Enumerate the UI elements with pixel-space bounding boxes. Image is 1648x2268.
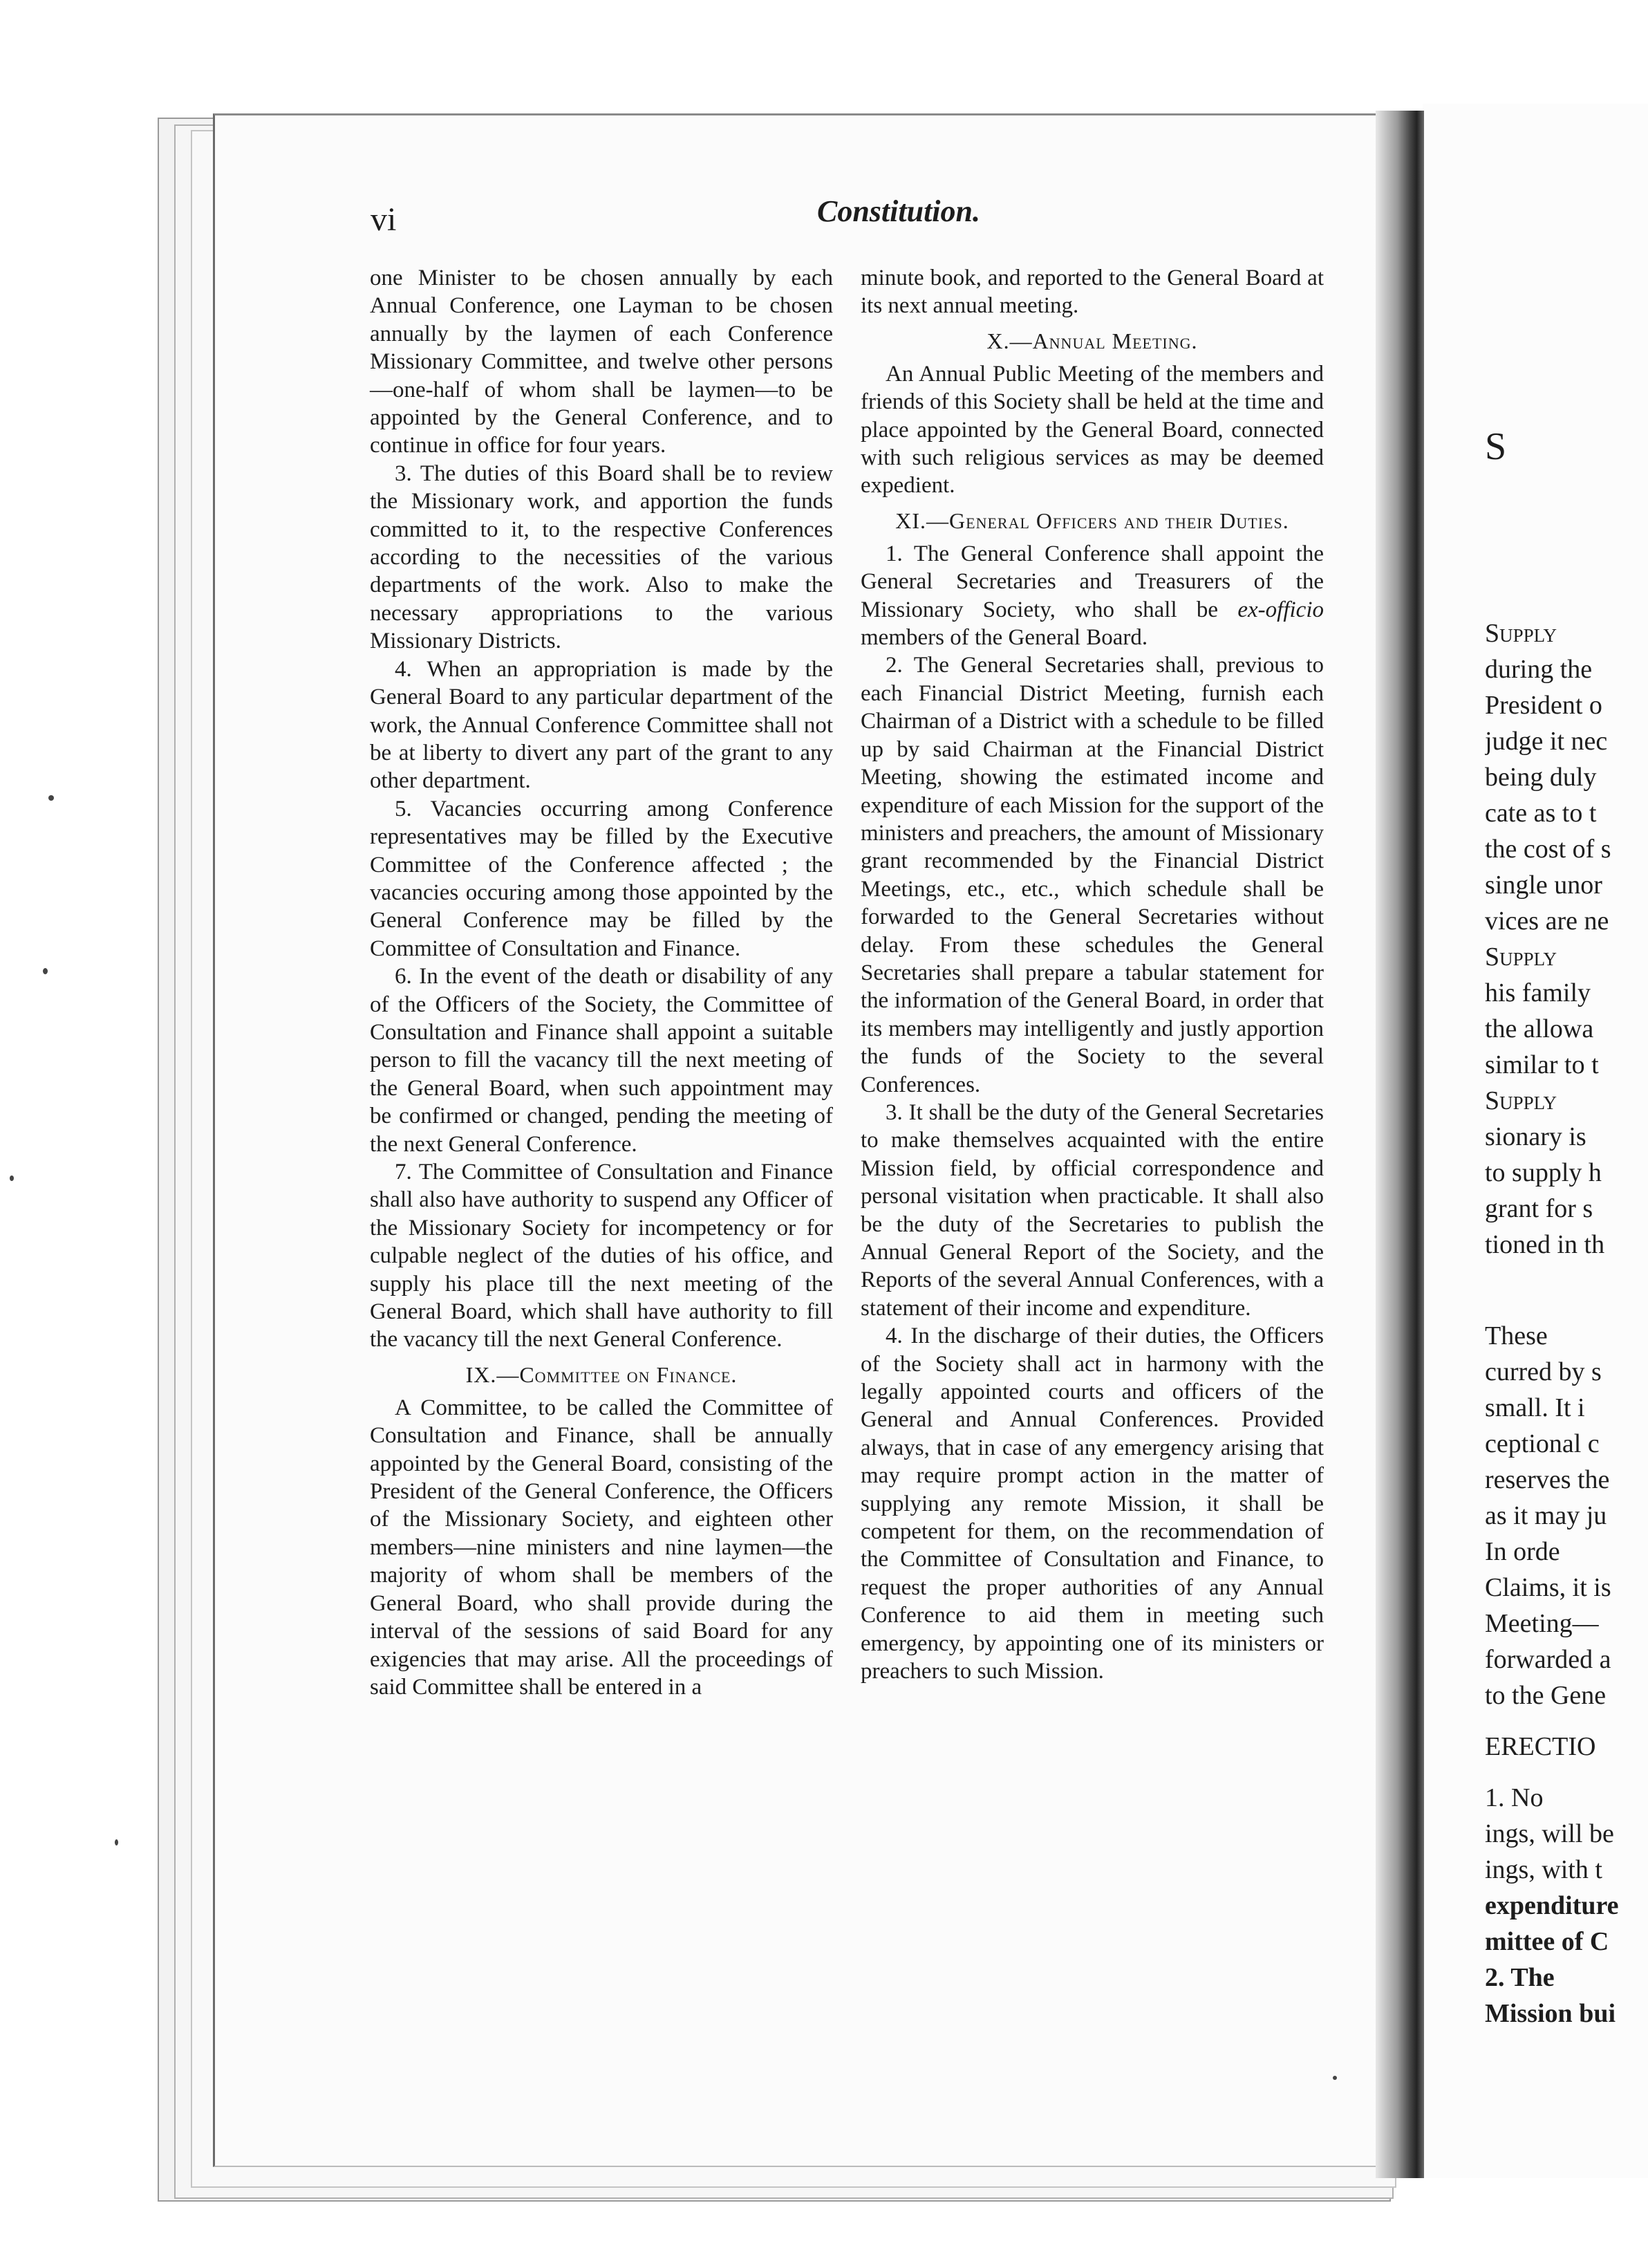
paragraph: 6. In the event of the death or disability of any of the Officers of the Society, the Committee of Consultation and Finance shall appoint a suitable person to fill the vacancy till the next meeting of the General Board, when such appointment may be confirmed or changed, pending the meeting of the next General Conference. [370, 964, 833, 1157]
paragraph: 4. In the discharge of their duties, the Officers of the Society shall act in harmony with the legally appointed courts and officers of the General and Annual Conferences. Provided always, that in case of any emergency arising that may require prompt action in the matter of supplying any remote Mission, it shall be competent for them, on the recommendation of the Committee of Consultation and Finance, to request the proper authorities of any Annual Conference to aid them in meeting such emergency, by appointing one of its ministers or preachers to such Mission. [861, 1323, 1324, 1684]
right-text-column [861, 264, 1324, 1686]
facing-page-line: sionary is [1485, 1122, 1586, 1151]
italic-term: ex-officio [1237, 597, 1324, 622]
paragraph: 7. The Committee of Consultation and Finance shall also have authority to suspend any Officer of the Missionary Society for incompetency or for culpable neglect of the duties of his office, and supply his place till the next meeting of the General Board, which shall have authority to fill the vacancy till the next General Conference. [370, 1160, 833, 1353]
section-heading: X.—Annual Meeting. [986, 328, 1198, 353]
facing-page-line: These [1485, 1321, 1548, 1350]
section-heading: IX.—Committee on Finance. [465, 1361, 738, 1387]
facing-page-line: single unor [1485, 871, 1602, 900]
paragraph: A Committee, to be called the Committee of Consultation and Finance, shall be annually appointed by the General Board, consisting of the President of the General Conference, the Officers of the Missionary Society, and eighteen other members—nine ministers and nine laymen—the majority of whom shall be members of the General Board, who shall provide during the interval of the sessions of said Board for any exigencies that may arise. All the proceedings of said Committee shall be entered in a [370, 1395, 833, 1700]
facing-page-line: small. It i [1485, 1393, 1585, 1422]
facing-page-line: as it may ju [1485, 1501, 1607, 1530]
scan-speck [10, 1175, 14, 1181]
scan-speck [115, 1839, 118, 1846]
facing-page-line: during the [1485, 655, 1593, 684]
facing-page-line: 2. The [1485, 1963, 1555, 1992]
running-title: Constitution. [816, 194, 980, 228]
facing-page-line: President o [1485, 691, 1602, 720]
facing-page-line: In orde [1485, 1537, 1560, 1566]
facing-page-line: the allowa [1485, 1014, 1594, 1043]
facing-page-line: the cost of s [1485, 835, 1611, 864]
facing-page-line: 1. No [1485, 1783, 1544, 1812]
facing-page-line: vices are ne [1485, 907, 1609, 936]
facing-page-line: cate as to t [1485, 799, 1597, 828]
facing-page-line: to the Gene [1485, 1681, 1607, 1710]
facing-page-line: Supply [1485, 1086, 1557, 1115]
left-text-column [370, 264, 833, 1701]
paragraph: 3. The duties of this Board shall be to review the Missionary work, and apportion the funds committed to it, to the respective Conferences according to the necessities of the various departments of the work. Also to make the necessary appropriations to the various Missionary Districts. [370, 461, 833, 654]
facing-page-line: ceptional c [1485, 1429, 1600, 1458]
facing-page-line: Meeting— [1485, 1609, 1599, 1638]
scan-speck [43, 968, 48, 974]
facing-page-line: forwarded a [1485, 1645, 1611, 1674]
facing-page-line: being duly [1485, 763, 1597, 792]
paragraph: minute book, and reported to the General Board at its next annual meeting. [861, 266, 1324, 319]
facing-page-line: similar to t [1485, 1050, 1599, 1079]
facing-page-line: Supply [1485, 619, 1557, 648]
paragraph: 5. Vacancies occurring among Conference representatives may be filled by the Executive Committee of the Conference affected ; the vacancies occuring among those appointed by the General Conference may be filled by the Committee of Consultation and Finance. [370, 796, 833, 961]
facing-page-line: expenditure [1485, 1891, 1619, 1920]
book-gutter [1376, 111, 1424, 2178]
facing-page-line: mittee of C [1485, 1927, 1609, 1956]
facing-page-line: tioned in th [1485, 1230, 1605, 1259]
paragraph: 2. The General Secretaries shall, previous to each Financial District Meeting, furnish each Chairman of a District with a schedule to be filled up by said Chairman at the Financial District Meeting, showing the estimated income and expenditure of each Mission for the support of the ministers and preachers, the amount of Missionary grant recommended by the Financial District Meetings, etc., etc., which schedule shall be forwarded to the General Secretaries without delay. From these schedules the General Secretaries shall prepare a tabular statement for the information of the General Board, in order that its members may intelligently and justly apportion the funds of the Society to the several Conferences. [861, 653, 1324, 1097]
paragraph: 1. The General Conference shall appoint the General Secretaries and Treasurers of the Missionary Society, who shall be ex-officio members of the General Board. [861, 541, 1324, 651]
page-number: vi [371, 201, 397, 238]
facing-page-line: grant for s [1485, 1194, 1593, 1223]
paragraph: 4. When an appropriation is made by the General Board to any particular department of the work, the Annual Conference Committee shall not be at liberty to divert any part of the grant to any other department. [370, 656, 833, 794]
paragraph: 3. It shall be the duty of the General Secretaries to make themselves acquainted with the entire Mission field, by official correspondence and personal visitation when practicable. It shall also be the duty of the Secretaries to publish the Annual General Report of the Society, and the Reports of the several Annual Conferences, with a statement of their income and expenditure. [861, 1099, 1324, 1321]
facing-page-line: curred by s [1485, 1357, 1602, 1386]
facing-page-line: judge it nec [1485, 727, 1608, 756]
facing-page-line: Claims, it is [1485, 1573, 1611, 1602]
paragraph: An Annual Public Meeting of the members and friends of this Society shall be held at the time and place appointed by the General Board, connected with such religious services as may be deemed expedient. [861, 361, 1324, 499]
paragraph: one Minister to be chosen annually by each Annual Conference, one Layman to be chosen annually by the laymen of each Conference Missionary Committee, and twelve other persons—one-half of whom shall be laymen—to be appointed by the General Conference, and to continue in office for four years. [370, 266, 833, 458]
facing-page-line: reserves the [1485, 1465, 1610, 1494]
facing-page-line: to supply h [1485, 1158, 1602, 1187]
facing-page-line: Mission bui [1485, 1999, 1616, 2028]
section-heading: XI.—General Officers and their Duties. [895, 508, 1289, 533]
facing-page-line: S [1485, 429, 1507, 465]
scan-speck [1333, 2076, 1337, 2080]
facing-page-line: ings, with t [1485, 1855, 1602, 1884]
facing-page-line: Supply [1485, 942, 1557, 972]
scan-speck [48, 795, 54, 801]
facing-page-line: ings, will be [1485, 1819, 1614, 1848]
facing-page-line: ERECTIO [1485, 1732, 1596, 1761]
facing-page-line: his family [1485, 978, 1591, 1007]
